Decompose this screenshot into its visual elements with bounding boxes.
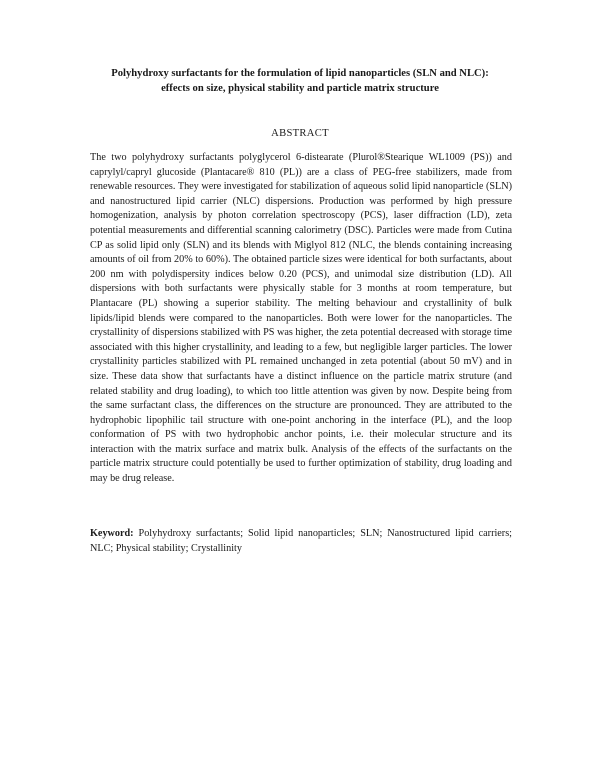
keywords-text: Polyhydroxy surfactants; Solid lipid nanoparticles; SLN; Nanostructured lipid carriers; NLC; Physical stability; Crystallinity [90, 528, 512, 554]
abstract-heading: ABSTRACT [271, 128, 329, 139]
keywords-label: Keyword: [90, 528, 134, 539]
abstract-body: The two polyhydroxy surfactants polyglycerol 6-distearate (Plurol®Stearique WL1009 (PS)) and caprylyl/capryl glucoside (Plantacare® 810 (PL)) are a class of PEG-free stabilizers, made from renewable resources. They were investigated for stabilization of aqueous solid lipid nanoparticle (SLN) and nanostructured lipid carrier (NLC) dispersions. Production was performed by high pressure homogenization, analysis by photon correlation spectroscopy (PCS), laser diffraction (LD), zeta potential measurements and differential scanning calorimetry (DSC). Particles were made from Cutina CP as solid lipid only (SLN) and its blends with Miglyol 812 (NLC, the blends containing increasing amounts of oil from 20% to 60%). The obtained particle sizes were identical for both surfactants, about 200 nm with polydispersity indices below 0.20 (PCS), and unimodal size distribution (LD). All dispersions with both surfactants were physically stable for 3 months at room temperature, but Plantacare (PL) showing a superior stability. The melting behaviour and crystallinity of bulk lipids/lipid blends were compared to the nanoparticles. Both were lower for the nanoparticles. The crystallinity of dispersions stabilized with PS was higher, the zeta potential decreased with storage time associated with this higher crystallinity, and leading to a few, but negligible larger particles. The lower crystallinity particles stabilized with PL remained unchanged in zeta potential (about 50 mV) and in size. These data show that surfactants have a distinct influence on the particle matrix struture (and related stability and drug loading), to which too little attention was given by now. Despite being from the same surfactant class, the differences on the structure are pronounced. They are attributed to the hydrophobic lipophilic tail structure with one-point anchoring in the interface (PL), and the loop conformation of PS with two hydrophobic anchor points, i.e. their molecular structure and its interaction with the matrix surface and matrix bulk. Analysis of the effects of the surfactants on the particle matrix structure could potentially be used to further optimization of stability, drug loading and may be drug release. [90, 152, 512, 485]
paper-title [70, 67, 530, 96]
paper-title-line-2: effects on size, physical stability and particle matrix structure [161, 82, 439, 94]
keywords-paragraph [90, 527, 512, 556]
paper-title-line-1: Polyhydroxy surfactants for the formulation of lipid nanoparticles (SLN and NLC): [111, 68, 489, 79]
